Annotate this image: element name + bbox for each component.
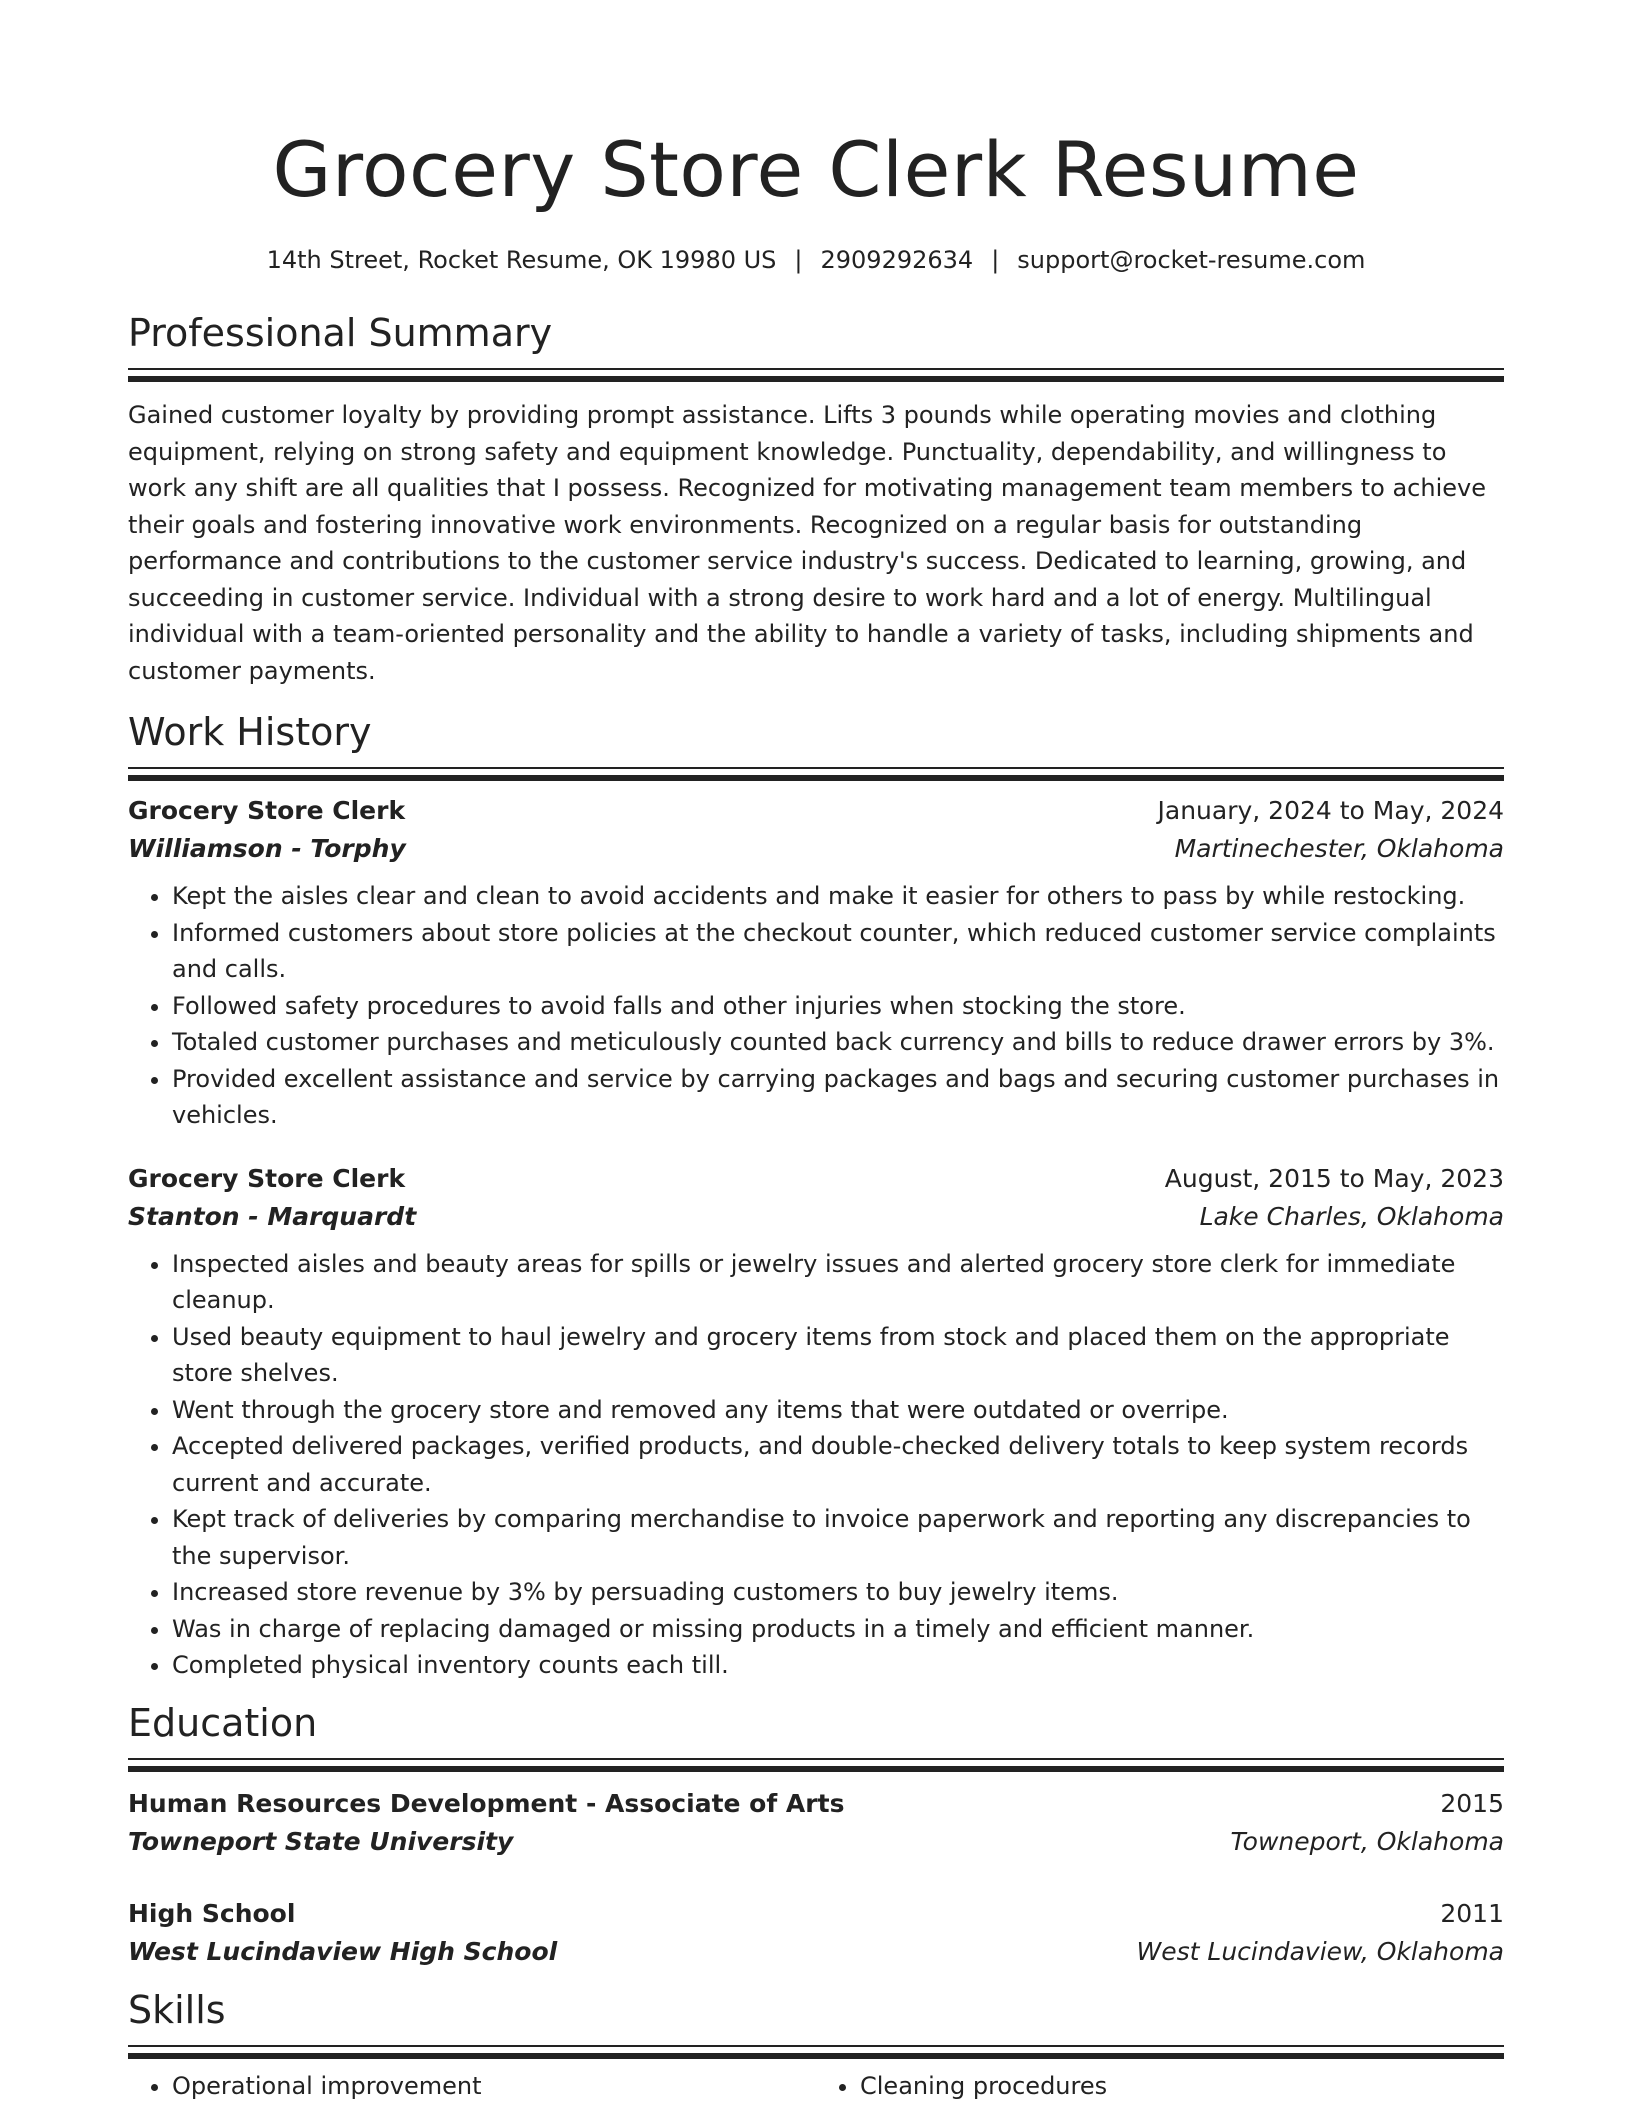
- education-school: Towneport State University: [128, 1826, 514, 1856]
- job-bullet: • Inspected aisles and beauty areas for spills or jewelry issues and alerted grocery store clerk for immediate cleanup.: [172, 1246, 1504, 1319]
- job-bullet: • Followed safety procedures to avoid falls and other injuries when stocking the store.: [172, 988, 1504, 1025]
- job-bullet: • Totaled customer purchases and meticulously counted back currency and bills to reduce drawer errors by 3%.: [172, 1024, 1504, 1061]
- job-dates: August, 2015 to May, 2023: [1164, 1163, 1504, 1193]
- job-entry: [128, 1160, 1504, 1684]
- job-company-row: [128, 830, 1504, 868]
- job-bullet: • Accepted delivered packages, verified products, and double-checked delivery totals to keep system records current and accurate.: [172, 1428, 1504, 1501]
- job-header-row: [128, 792, 1504, 830]
- education-year: 2015: [1440, 1788, 1504, 1818]
- work-section: [128, 707, 1504, 1684]
- resume-title: Grocery Store Clerk Resume: [272, 125, 1360, 214]
- skill-item: • Operational improvement: [172, 2068, 816, 2105]
- education-school: West Lucindaview High School: [128, 1936, 558, 1966]
- education-school-row: [128, 1933, 1504, 1971]
- skills-columns: [128, 2068, 1504, 2105]
- job-bullet: • Kept track of deliveries by comparing merchandise to invoice paperwork and reporting any discrepancies to the supervisor.: [172, 1501, 1504, 1574]
- education-year: 2011: [1440, 1898, 1504, 1928]
- job-header-row: [128, 1160, 1504, 1198]
- job-bullet: • Kept the aisles clear and clean to avoid accidents and make it easier for others to pass by while restocking.: [172, 878, 1504, 915]
- skills-list-right: [816, 2068, 1504, 2105]
- skills-list-left: [128, 2068, 816, 2105]
- skills-section: [128, 1985, 1504, 2105]
- education-location: West Lucindaview, Oklahoma: [1136, 1936, 1504, 1966]
- contact-separator: |: [991, 246, 1000, 274]
- job-title: Grocery Store Clerk: [128, 796, 406, 825]
- job-bullets: [128, 1246, 1504, 1684]
- job-company-row: [128, 1198, 1504, 1236]
- job-location: Lake Charles, Oklahoma: [1199, 1201, 1504, 1231]
- education-header-row: [128, 1895, 1504, 1933]
- education-entry: [128, 1895, 1504, 1971]
- education-header-row: [128, 1785, 1504, 1823]
- job-bullet: • Informed customers about store policies at the checkout counter, which reduced customer service complaints and calls.: [172, 915, 1504, 988]
- section-divider: [128, 368, 1504, 381]
- skill-item: • Cleaning procedures: [860, 2068, 1504, 2105]
- job-bullet: • Increased store revenue by 3% by persuading customers to buy jewelry items.: [172, 1574, 1504, 1611]
- summary-text: Gained customer loyalty by providing prompt assistance. Lifts 3 pounds while operating movies and clothing equipment, relying on strong safety and equipment knowledge. Punctuality, dependability, and willingness to work any shift are all qualities that I possess. Recognized for motivating management team members to achieve their goals and fostering innovative work environments. Recognized on a regular basis for outstanding performance and contributions to the customer service industry's success. Dedicated to learning, growing, and succeeding in customer service. Individual with a strong desire to work hard and a lot of energy. Multilingual individual with a team-oriented personality and the ability to handle a variety of tasks, including shipments and customer payments.: [128, 401, 1486, 685]
- job-bullets: [128, 878, 1504, 1134]
- section-heading-summary: Professional Summary: [128, 311, 553, 355]
- education-location: Towneport, Oklahoma: [1230, 1826, 1504, 1856]
- job-company: Stanton - Marquardt: [128, 1201, 417, 1231]
- job-bullet: • Used beauty equipment to haul jewelry and grocery items from stock and placed them on the appropriate store shelves.: [172, 1319, 1504, 1392]
- education-degree: High School: [128, 1898, 296, 1928]
- job-bullet: • Was in charge of replacing damaged or missing products in a timely and efficient manner.: [172, 1611, 1504, 1648]
- contact-phone: 2909292634: [820, 246, 974, 274]
- section-divider: [128, 1758, 1504, 1771]
- section-heading-work: Work History: [128, 710, 372, 754]
- job-dates: January, 2024 to May, 2024: [1157, 796, 1504, 825]
- contact-line: [128, 244, 1504, 276]
- summary-section: [128, 308, 1504, 689]
- job-company: Williamson - Torphy: [128, 834, 406, 863]
- job-bullet: • Completed physical inventory counts each till.: [172, 1647, 1504, 1684]
- job-location: Martinechester, Oklahoma: [1174, 834, 1504, 863]
- job-bullet: • Provided excellent assistance and service by carrying packages and bags and securing customer purchases in vehicles.: [172, 1061, 1504, 1134]
- contact-email: support@rocket-resume.com: [1017, 246, 1366, 274]
- section-heading-education: Education: [128, 1700, 318, 1745]
- job-title: Grocery Store Clerk: [128, 1163, 406, 1193]
- education-section: [128, 1698, 1504, 1971]
- job-bullet: • Went through the grocery store and removed any items that were outdated or overripe.: [172, 1392, 1504, 1429]
- education-school-row: [128, 1823, 1504, 1861]
- section-divider: [128, 767, 1504, 780]
- contact-separator: |: [794, 246, 803, 274]
- section-heading-skills: Skills: [128, 1987, 226, 2032]
- section-divider: [128, 2045, 1504, 2058]
- education-degree: Human Resources Development - Associate of Arts: [128, 1788, 845, 1818]
- education-entry: [128, 1785, 1504, 1861]
- contact-address: 14th Street, Rocket Resume, OK 19980 US: [266, 246, 777, 274]
- job-entry: [128, 792, 1504, 1134]
